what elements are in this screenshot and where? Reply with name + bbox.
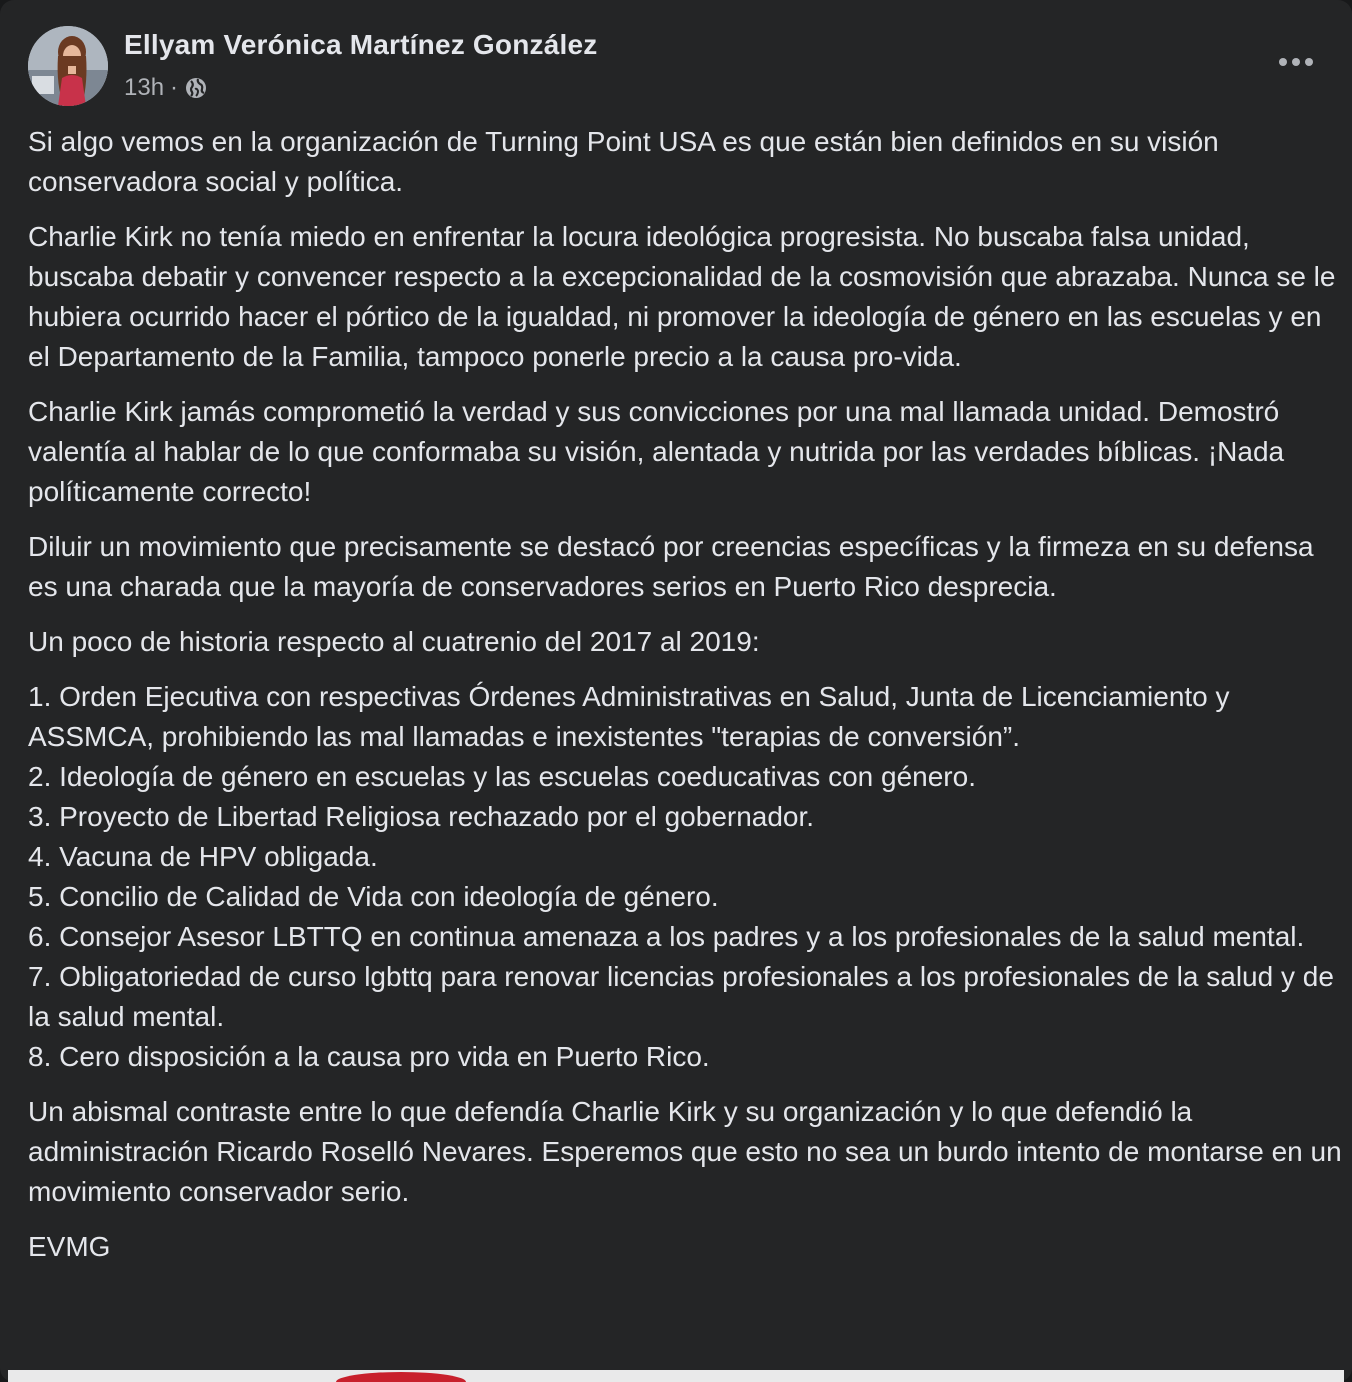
list-item: 4. Vacuna de HPV obligada. <box>28 841 378 872</box>
list-item: 8. Cero disposición a la causa pro vida en Puerto Rico. <box>28 1041 710 1072</box>
history-list <box>28 677 1344 1077</box>
avatar[interactable] <box>28 26 108 106</box>
attached-media-preview[interactable] <box>8 1370 1344 1382</box>
more-options-button[interactable] <box>1274 44 1318 80</box>
list-item: 7. Obligatoriedad de curso lgbttq para renovar licencias profesionales a los profesionales de la salud y de la salud mental. <box>28 961 1334 1032</box>
post-paragraph: Charlie Kirk no tenía miedo en enfrentar la locura ideológica progresista. No buscaba falsa unidad, buscaba debatir y convencer respecto a la excepcionalidad de la cosmovisión que abrazaba. Nunca se le hubiera ocurrido hacer el pórtico de la igualdad, ni promover la ideología de género en las escuelas y en el Departamento de la Familia, tampoco ponerle precio a la causa pro-vida. <box>28 221 1336 372</box>
signature: EVMG <box>28 1231 111 1262</box>
closing-paragraph: Un abismal contraste entre lo que defendía Charlie Kirk y su organización y lo que defendió la administración Ricardo Roselló Nevares. Esperemos que esto no sea un burdo intento de montarse en un movimiento conservador serio. <box>28 1096 1342 1207</box>
avatar-photo <box>28 26 108 106</box>
post-header <box>28 26 1328 106</box>
post-paragraph: Si algo vemos en la organización de Turning Point USA es que están bien definidos en su visión conservadora social y política. <box>28 126 1219 197</box>
more-horizontal-icon <box>1278 57 1314 67</box>
list-item: 3. Proyecto de Libertad Religiosa rechazado por el gobernador. <box>28 801 815 832</box>
author-name[interactable]: Ellyam Verónica Martínez González <box>124 29 598 60</box>
post-timestamp[interactable]: 13h <box>124 74 165 101</box>
post-meta <box>124 74 208 102</box>
list-item: 6. Consejor Asesor LBTTQ en continua amenaza a los padres y a los profesionales de la salud mental. <box>28 921 1305 952</box>
list-item: 1. Orden Ejecutiva con respectivas Órdenes Administrativas en Salud, Junta de Licenciamiento y ASSMCA, prohibiendo las mal llamadas e inexistentes "terapias de conversión”. <box>28 681 1230 752</box>
meta-separator: · <box>170 74 179 101</box>
list-item: 2. Ideología de género en escuelas y las escuelas coeducativas con género. <box>28 761 976 792</box>
media-preview-graphic <box>336 1372 466 1382</box>
post-paragraph: Diluir un movimiento que precisamente se destacó por creencias específicas y la firmeza en su defensa es una charada que la mayoría de conservadores serios en Puerto Rico desprecia. <box>28 531 1314 602</box>
post-paragraph: Charlie Kirk jamás comprometió la verdad y sus convicciones por una mal llamada unidad. Demostró valentía al hablar de lo que conformaba su visión, alentada y nutrida por las verdades bíblicas. ¡Nada políticamente correcto! <box>28 396 1285 507</box>
globe-icon <box>184 76 208 100</box>
post-paragraph: Un poco de historia respecto al cuatrenio del 2017 al 2019: <box>28 626 760 657</box>
list-item: 5. Concilio de Calidad de Vida con ideología de género. <box>28 881 719 912</box>
post-body <box>28 122 1344 1282</box>
